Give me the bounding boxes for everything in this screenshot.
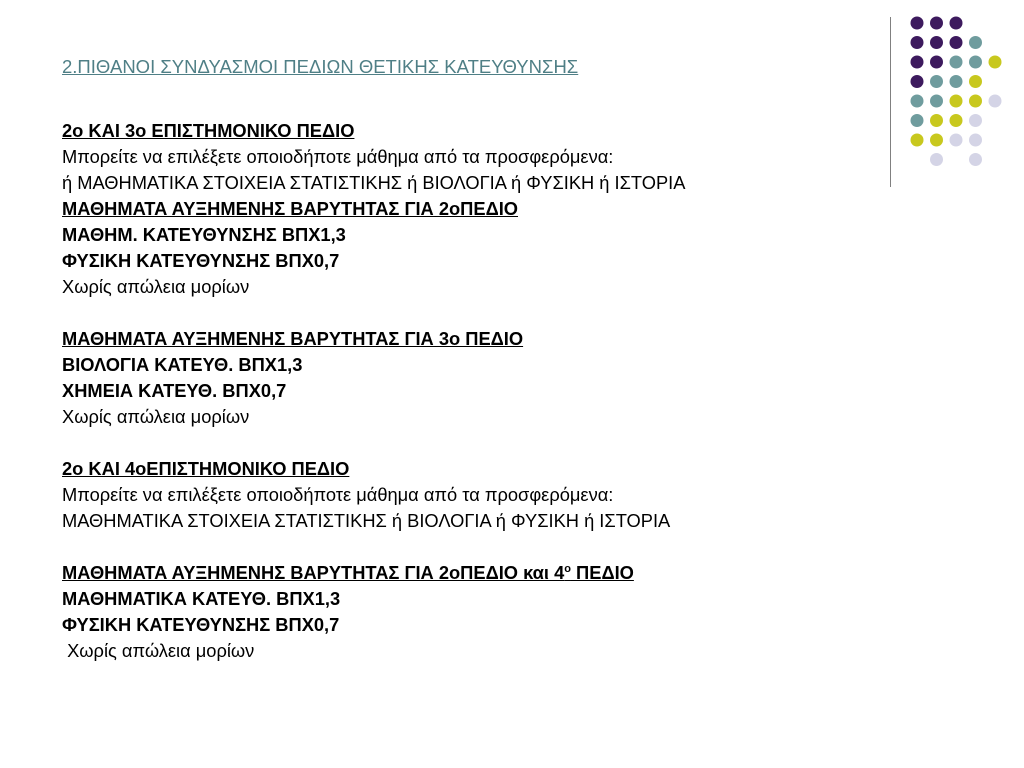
decorative-dot: [911, 134, 924, 147]
spacer: [62, 430, 862, 456]
section3-options: ΜΑΘΗΜΑΤΙΚΑ ΣΤΟΙΧΕΙΑ ΣΤΑΤΙΣΤΙΚΗΣ ή ΒΙΟΛΟΓΙΑ ή ΦΥΣΙΚΗ ή ΙΣΤΟΡΙΑ: [62, 510, 671, 531]
decorative-dot: [911, 95, 924, 108]
decorative-dot: [969, 153, 982, 166]
section2-item-2: ΧΗΜΕΙΑ ΚΑΤΕΥΘ. ΒΠΧ0,7: [62, 380, 287, 401]
decorative-dot: [950, 75, 963, 88]
decorative-divider: [890, 17, 891, 187]
decorative-dot: [930, 56, 943, 69]
section2-note: Χωρίς απώλεια μορίων: [62, 406, 250, 427]
section1-item-1: ΜΑΘΗΜ. ΚΑΤΕΥΘΥΝΣΗΣ ΒΠΧ1,3: [62, 224, 346, 245]
section4-note: Χωρίς απώλεια μορίων: [62, 640, 255, 661]
decorative-dot: [930, 95, 943, 108]
slide-title: 2.ΠΙΘΑΝΟΙ ΣΥΝΔΥΑΣΜΟΙ ΠΕΔΙΩΝ ΘΕΤΙΚΗΣ ΚΑΤΕΥΘΥΝΣΗΣ: [62, 56, 579, 77]
decorative-dot: [930, 114, 943, 127]
section4-weight-heading-sup: ο: [564, 562, 571, 575]
section4-item-1: ΜΑΘΗΜΑΤΙΚΑ ΚΑΤΕΥΘ. ΒΠΧ1,3: [62, 588, 341, 609]
decorative-dot: [930, 36, 943, 49]
section3-intro: Μπορείτε να επιλέξετε οποιοδήποτε μάθημα από τα προσφερόμενα:: [62, 484, 614, 505]
decorative-dot: [950, 36, 963, 49]
decorative-dot: [969, 114, 982, 127]
section3-heading: 2ο ΚΑΙ 4οΕΠΙΣΤΗΜΟΝΙΚΟ ΠΕΔΙΟ: [62, 458, 350, 479]
decorative-dot: [989, 56, 1002, 69]
decorative-dot: [969, 95, 982, 108]
decorative-dot: [911, 36, 924, 49]
decorative-dot: [930, 17, 943, 30]
section2-item-1: ΒΙΟΛΟΓΙΑ ΚΑΤΕΥΘ. ΒΠΧ1,3: [62, 354, 303, 375]
spacer: [62, 300, 862, 326]
section1-item-2: ΦΥΣΙΚΗ ΚΑΤΕΥΘΥΝΣΗΣ ΒΠΧ0,7: [62, 250, 340, 271]
decorative-dot: [911, 114, 924, 127]
decorative-dot: [969, 56, 982, 69]
section1-weight-heading: ΜΑΘΗΜΑΤΑ ΑΥΞΗΜΕΝΗΣ ΒΑΡΥΤΗΤΑΣ ΓΙΑ 2οΠΕΔΙΟ: [62, 198, 519, 219]
decorative-dot: [930, 75, 943, 88]
section4-weight-heading-main: ΜΑΘΗΜΑΤΑ ΑΥΞΗΜΕΝΗΣ ΒΑΡΥΤΗΤΑΣ ΓΙΑ 2οΠΕΔΙΟ και 4: [62, 562, 565, 583]
decorative-dot: [911, 17, 924, 30]
section4-item-2: ΦΥΣΙΚΗ ΚΑΤΕΥΘΥΝΣΗΣ ΒΠΧ0,7: [62, 614, 340, 635]
decorative-dot: [950, 17, 963, 30]
decorative-dot: [950, 134, 963, 147]
section4-weight-heading: [62, 560, 862, 586]
decorative-dot: [930, 153, 943, 166]
section1-intro: Μπορείτε να επιλέξετε οποιοδήποτε μάθημα από τα προσφερόμενα:: [62, 146, 614, 167]
decorative-dot: [950, 114, 963, 127]
section1-options: ή ΜΑΘΗΜΑΤΙΚΑ ΣΤΟΙΧΕΙΑ ΣΤΑΤΙΣΤΙΚΗΣ ή ΒΙΟΛΟΓΙΑ ή ΦΥΣΙΚΗ ή ΙΣΤΟΡΙΑ: [62, 172, 686, 193]
decorative-dot: [930, 134, 943, 147]
section2-weight-heading: ΜΑΘΗΜΑΤΑ ΑΥΞΗΜΕΝΗΣ ΒΑΡΥΤΗΤΑΣ ΓΙΑ 3ο ΠΕΔΙΟ: [62, 328, 524, 349]
decorative-dot: [969, 36, 982, 49]
slide-body: [62, 118, 862, 664]
section1-heading: 2ο ΚΑΙ 3ο ΕΠΙΣΤΗΜΟΝΙΚΟ ΠΕΔΙΟ: [62, 120, 355, 141]
decorative-dot: [969, 75, 982, 88]
section1-note: Χωρίς απώλεια μορίων: [62, 276, 250, 297]
spacer: [62, 534, 862, 560]
decorative-dot: [911, 75, 924, 88]
decorative-dot: [989, 95, 1002, 108]
decorative-dot: [950, 95, 963, 108]
section4-weight-heading-end: ΠΕΔΙΟ: [570, 562, 634, 583]
decorative-dot: [969, 134, 982, 147]
decorative-dot: [911, 56, 924, 69]
decorative-dot: [950, 56, 963, 69]
